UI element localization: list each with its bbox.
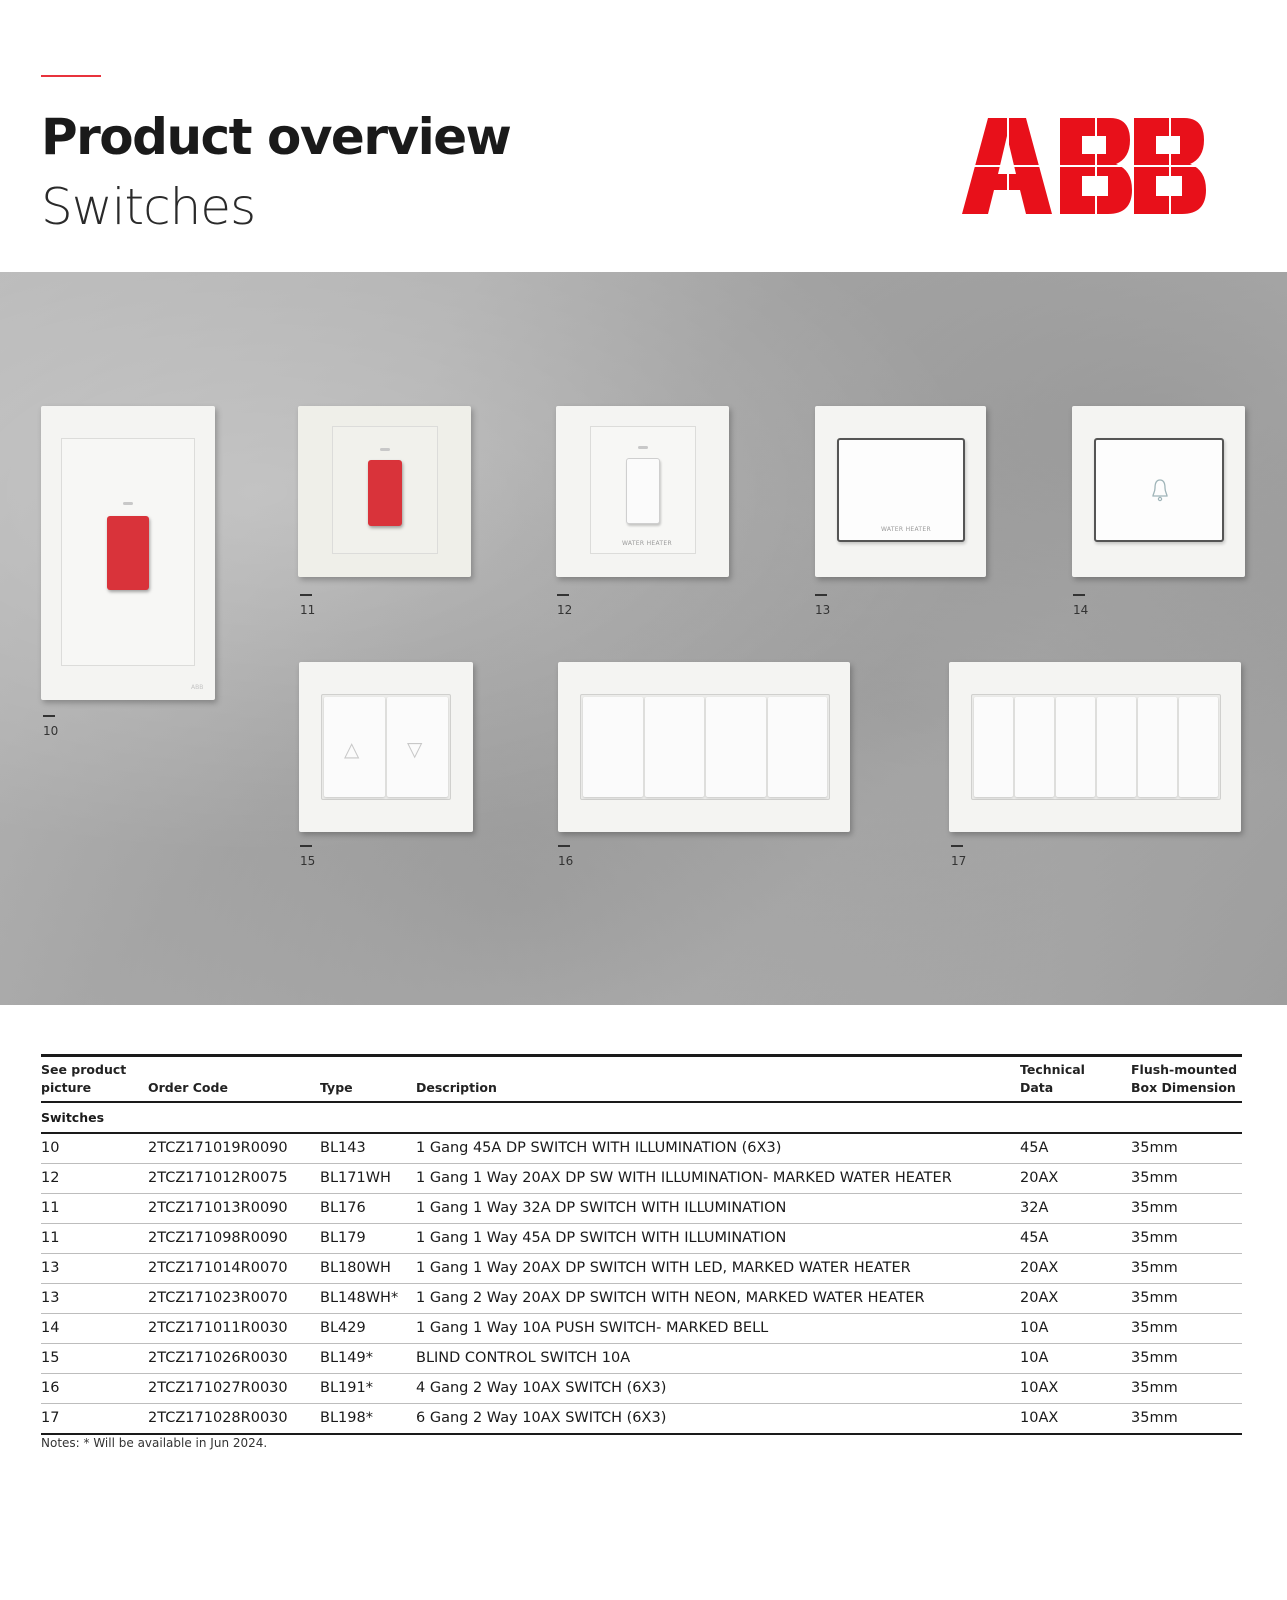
header-type: Type bbox=[320, 1080, 353, 1095]
table-row bbox=[41, 1314, 1242, 1344]
cell-order-code: 2TCZ171098R0090 bbox=[148, 1224, 320, 1254]
cell-type: BL176 bbox=[320, 1194, 416, 1224]
cell-picture: 11 bbox=[41, 1194, 148, 1224]
picture-label-17: 17 bbox=[951, 854, 967, 868]
switch-plate-10: ABB bbox=[41, 406, 215, 700]
cell-picture: 15 bbox=[41, 1344, 148, 1374]
switch-plate-13 bbox=[815, 406, 986, 577]
cell-box-dimension: 35mm bbox=[1131, 1133, 1242, 1164]
cell-picture: 17 bbox=[41, 1404, 148, 1435]
cell-technical-data: 45A bbox=[1020, 1133, 1131, 1164]
cell-order-code: 2TCZ171023R0070 bbox=[148, 1284, 320, 1314]
cell-description: 1 Gang 1 Way 45A DP SWITCH WITH ILLUMINATION bbox=[416, 1224, 1020, 1254]
switch-plate-12 bbox=[556, 406, 729, 577]
cell-description: BLIND CONTROL SWITCH 10A bbox=[416, 1344, 1020, 1374]
table-header-row bbox=[41, 1056, 1242, 1103]
cell-technical-data: 20AX bbox=[1020, 1284, 1131, 1314]
header-description: Description bbox=[416, 1080, 497, 1095]
switch-plate-11 bbox=[298, 406, 471, 577]
cell-type: BL148WH* bbox=[320, 1284, 416, 1314]
cell-box-dimension: 35mm bbox=[1131, 1224, 1242, 1254]
cell-type: BL143 bbox=[320, 1133, 416, 1164]
cell-technical-data: 45A bbox=[1020, 1224, 1131, 1254]
cell-type: BL198* bbox=[320, 1404, 416, 1435]
cell-box-dimension: 35mm bbox=[1131, 1254, 1242, 1284]
cell-technical-data: 10AX bbox=[1020, 1374, 1131, 1404]
cell-order-code: 2TCZ171011R0030 bbox=[148, 1314, 320, 1344]
table-row bbox=[41, 1374, 1242, 1404]
cell-picture: 10 bbox=[41, 1133, 148, 1164]
cell-description: 4 Gang 2 Way 10AX SWITCH (6X3) bbox=[416, 1374, 1020, 1404]
switch-plate-15 bbox=[299, 662, 473, 832]
cell-description: 6 Gang 2 Way 10AX SWITCH (6X3) bbox=[416, 1404, 1020, 1435]
cell-order-code: 2TCZ171012R0075 bbox=[148, 1164, 320, 1194]
arrow-down-icon: ▽ bbox=[407, 737, 423, 761]
cell-box-dimension: 35mm bbox=[1131, 1164, 1242, 1194]
header-technical-data: Technical Data bbox=[1020, 1062, 1085, 1095]
table-row bbox=[41, 1254, 1242, 1284]
abb-logo bbox=[962, 118, 1206, 214]
arrow-up-icon: △ bbox=[344, 737, 360, 761]
picture-label-10: 10 bbox=[43, 724, 59, 738]
cell-type: BL149* bbox=[320, 1344, 416, 1374]
cell-technical-data: 10AX bbox=[1020, 1404, 1131, 1435]
push-button bbox=[1094, 438, 1224, 542]
switch-plate-14 bbox=[1072, 406, 1245, 577]
cell-technical-data: 10A bbox=[1020, 1314, 1131, 1344]
table-row bbox=[41, 1194, 1242, 1224]
red-rocker bbox=[368, 460, 402, 526]
bell-icon bbox=[1151, 478, 1169, 502]
cell-order-code: 2TCZ171027R0030 bbox=[148, 1374, 320, 1404]
table-group-row bbox=[41, 1102, 1242, 1133]
cell-picture: 14 bbox=[41, 1314, 148, 1344]
header-picture: See product picture bbox=[41, 1062, 127, 1095]
product-photo bbox=[0, 272, 1287, 1005]
cell-description: 1 Gang 1 Way 20AX DP SW WITH ILLUMINATION- MARKED WATER HEATER bbox=[416, 1164, 1020, 1194]
red-rocker bbox=[107, 516, 149, 590]
cell-picture: 13 bbox=[41, 1254, 148, 1284]
cell-order-code: 2TCZ171028R0030 bbox=[148, 1404, 320, 1435]
cell-picture: 12 bbox=[41, 1164, 148, 1194]
cell-order-code: 2TCZ171014R0070 bbox=[148, 1254, 320, 1284]
table-row bbox=[41, 1164, 1242, 1194]
cell-box-dimension: 35mm bbox=[1131, 1344, 1242, 1374]
product-table bbox=[41, 1054, 1242, 1435]
cell-description: 1 Gang 45A DP SWITCH WITH ILLUMINATION (6X3) bbox=[416, 1133, 1020, 1164]
cell-picture: 16 bbox=[41, 1374, 148, 1404]
cell-description: 1 Gang 1 Way 20AX DP SWITCH WITH LED, MARKED WATER HEATER bbox=[416, 1254, 1020, 1284]
cell-type: BL180WH bbox=[320, 1254, 416, 1284]
cell-technical-data: 32A bbox=[1020, 1194, 1131, 1224]
switch-plate-16 bbox=[558, 662, 850, 832]
cell-type: BL191* bbox=[320, 1374, 416, 1404]
cell-technical-data: 10A bbox=[1020, 1344, 1131, 1374]
header-box-dimension: Flush-mounted Box Dimension bbox=[1131, 1062, 1238, 1095]
picture-label-15: 15 bbox=[300, 854, 316, 868]
cell-description: 1 Gang 1 Way 10A PUSH SWITCH- MARKED BELL bbox=[416, 1314, 1020, 1344]
cell-box-dimension: 35mm bbox=[1131, 1404, 1242, 1435]
cell-box-dimension: 35mm bbox=[1131, 1374, 1242, 1404]
cell-technical-data: 20AX bbox=[1020, 1164, 1131, 1194]
picture-label-12: 12 bbox=[557, 603, 573, 617]
table-row bbox=[41, 1133, 1242, 1164]
cell-type: BL429 bbox=[320, 1314, 416, 1344]
picture-label-16: 16 bbox=[558, 854, 574, 868]
cell-box-dimension: 35mm bbox=[1131, 1284, 1242, 1314]
white-rocker bbox=[626, 458, 660, 524]
cell-technical-data: 20AX bbox=[1020, 1254, 1131, 1284]
page-title: Product overview bbox=[41, 108, 511, 166]
page-subtitle: Switches bbox=[41, 178, 256, 236]
cell-description: 1 Gang 2 Way 20AX DP SWITCH WITH NEON, MARKED WATER HEATER bbox=[416, 1284, 1020, 1314]
cell-type: BL171WH bbox=[320, 1164, 416, 1194]
picture-label-14: 14 bbox=[1073, 603, 1089, 617]
cell-order-code: 2TCZ171013R0090 bbox=[148, 1194, 320, 1224]
picture-label-11: 11 bbox=[300, 603, 316, 617]
table-row bbox=[41, 1404, 1242, 1435]
notes: Notes: * Will be available in Jun 2024. bbox=[41, 1436, 268, 1450]
accent-line bbox=[41, 75, 101, 77]
cell-box-dimension: 35mm bbox=[1131, 1194, 1242, 1224]
cell-picture: 13 bbox=[41, 1284, 148, 1314]
switch-plate-17 bbox=[949, 662, 1241, 832]
group-label: Switches bbox=[41, 1102, 1242, 1133]
picture-label-13: 13 bbox=[815, 603, 831, 617]
cell-order-code: 2TCZ171019R0090 bbox=[148, 1133, 320, 1164]
table-row bbox=[41, 1344, 1242, 1374]
table-row bbox=[41, 1284, 1242, 1314]
water-heater-marking: WATER HEATER bbox=[881, 526, 931, 533]
cell-picture: 11 bbox=[41, 1224, 148, 1254]
cell-description: 1 Gang 1 Way 32A DP SWITCH WITH ILLUMINATION bbox=[416, 1194, 1020, 1224]
water-heater-marking: WATER HEATER bbox=[622, 540, 672, 547]
cell-type: BL179 bbox=[320, 1224, 416, 1254]
cell-box-dimension: 35mm bbox=[1131, 1314, 1242, 1344]
cell-order-code: 2TCZ171026R0030 bbox=[148, 1344, 320, 1374]
table-row bbox=[41, 1224, 1242, 1254]
header-order-code: Order Code bbox=[148, 1080, 228, 1095]
